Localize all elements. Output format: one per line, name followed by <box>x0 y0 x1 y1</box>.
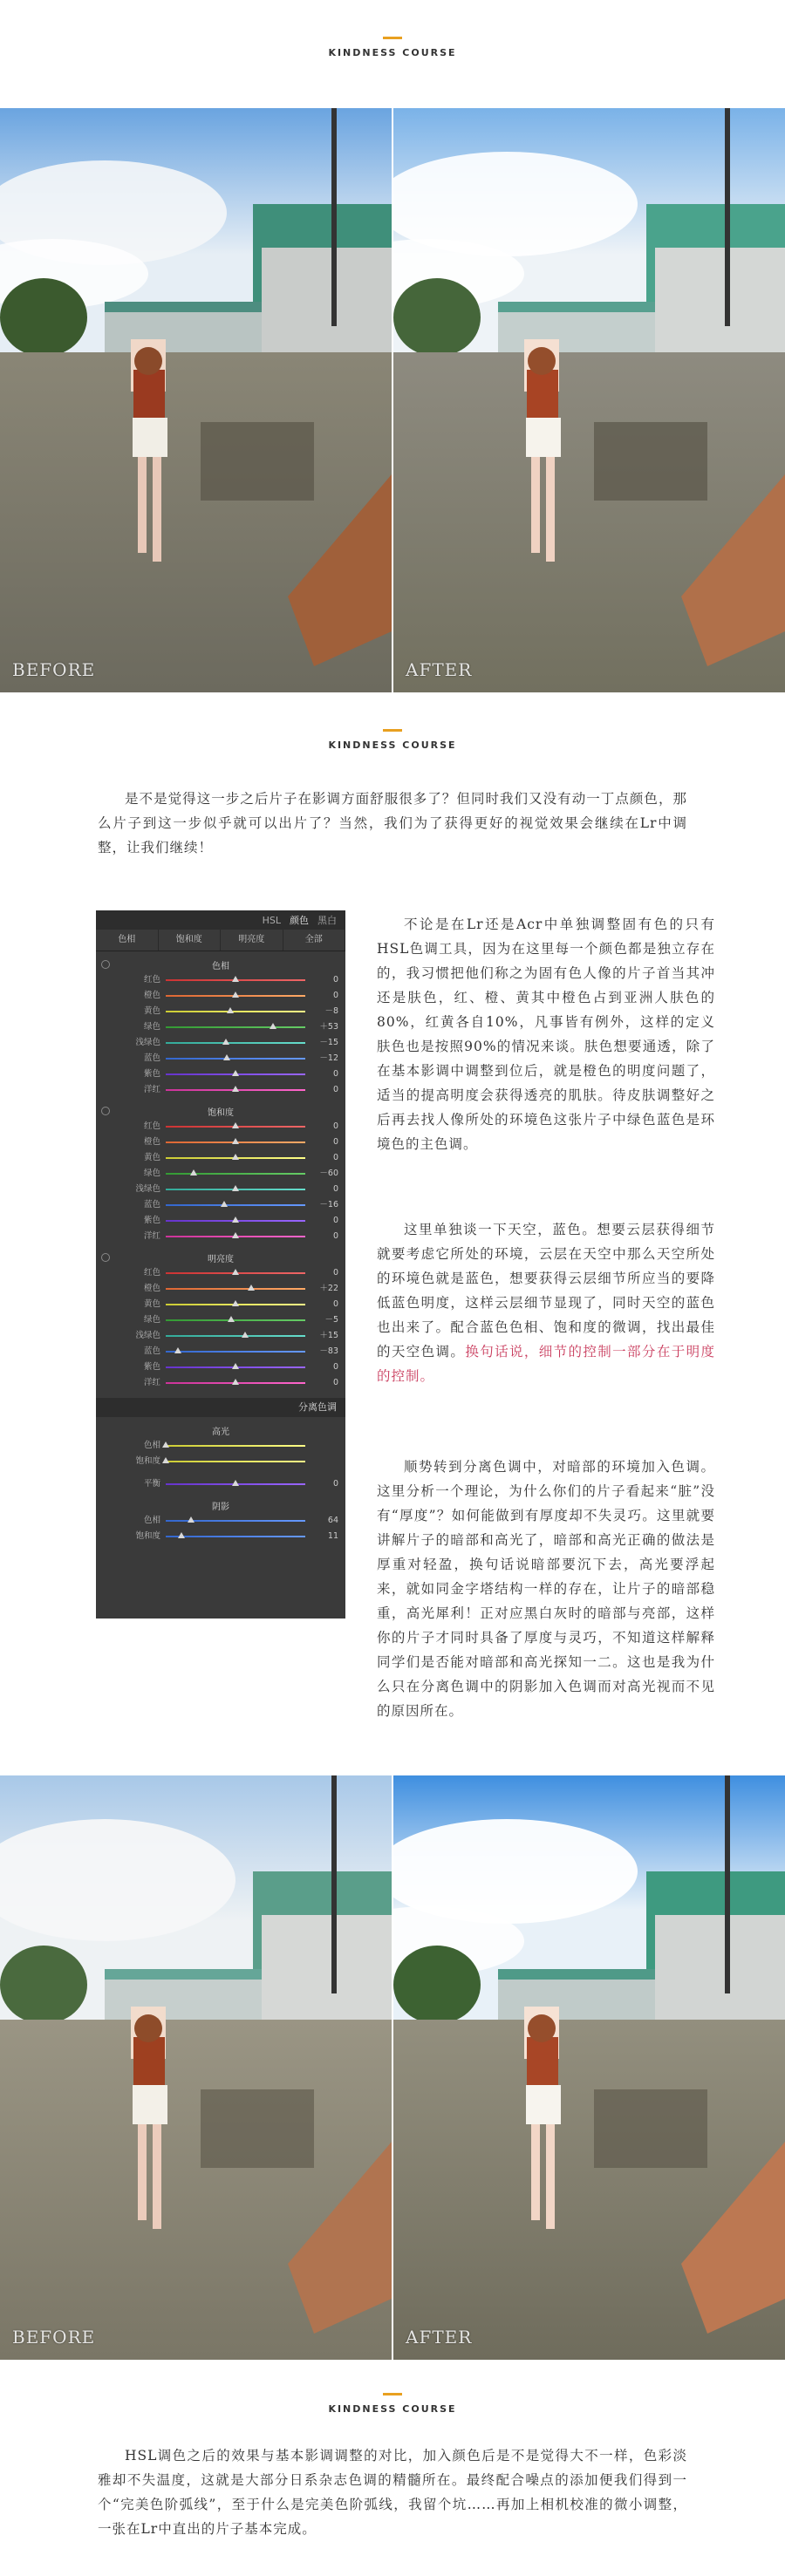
slider-track[interactable] <box>166 1304 305 1305</box>
tab-all[interactable]: 全部 <box>283 930 346 951</box>
slider-value: 0 <box>332 1184 338 1194</box>
slider-value: 0 <box>332 1231 338 1241</box>
slider-handle[interactable] <box>178 1532 185 1538</box>
slider-track[interactable] <box>166 1173 305 1175</box>
slider-row <box>96 1197 345 1213</box>
right-text-3: 顺势转到分离色调中，对暗部的环境加入色调。这里分析一个理论，为什么你们的片子看起来“脏”没有“厚度”？如何能做到有厚度却不失灵巧。这里就要讲解片子的暗部和高光了，暗部和高光正确的做法是厚重对轻盈，换句话说暗部要沉下去，高光要浮起来，就如同金字塔结构一样的存在，让片子的暗部稳重，高光犀利！正对应黑白灰时的暗部与亮部，这样你的片子才同时具备了厚度与灵巧，不知道这样解释同学们是否能对暗部和高光探知一二。这也是我为什么只在分离色调中的阴影加入色调而对高光视而不见的原因所在。 <box>377 1459 715 1719</box>
slider-track[interactable] <box>166 1157 305 1159</box>
slider-track[interactable] <box>166 1141 305 1143</box>
slider-value: 0 <box>332 1121 338 1131</box>
accent-bar <box>383 2393 402 2395</box>
slider-label: 饱和度 <box>135 1456 160 1466</box>
slider-row <box>96 1166 345 1182</box>
slider-track[interactable] <box>166 1089 305 1091</box>
accent-bar <box>383 37 402 39</box>
section-header <box>0 37 785 58</box>
group-title: 色相 <box>212 962 229 971</box>
slider-handle[interactable] <box>232 976 239 982</box>
slider-label: 平衡 <box>143 1479 160 1489</box>
slider-handle[interactable] <box>232 1379 239 1385</box>
slider-label: 橙色 <box>143 991 160 1000</box>
target-adjust-icon[interactable] <box>101 1107 110 1115</box>
tab-luminance[interactable]: 明亮度 <box>221 930 283 951</box>
slider-track[interactable] <box>166 1483 305 1485</box>
slider-groups <box>96 951 345 1391</box>
slider-label: 洋红 <box>143 1378 160 1387</box>
group-title: 明亮度 <box>208 1255 234 1264</box>
slider-row <box>96 1150 345 1166</box>
slider-track[interactable] <box>166 1536 305 1537</box>
after-label: AFTER <box>406 659 473 680</box>
slider-value: 0 <box>332 1362 338 1372</box>
slider-handle[interactable] <box>232 1232 239 1238</box>
slider-value: －60 <box>319 1169 338 1178</box>
slider-value: ＋15 <box>319 1331 338 1340</box>
slider-label: 黄色 <box>143 1006 160 1016</box>
slider-row <box>96 1360 345 1375</box>
slider-label: 色相 <box>143 1441 160 1450</box>
slider-row <box>96 1019 345 1035</box>
slider-handle[interactable] <box>232 1216 239 1223</box>
shadows-group <box>96 1492 345 1544</box>
target-adjust-icon[interactable] <box>101 1253 110 1262</box>
tab-saturation[interactable]: 饱和度 <box>159 930 222 951</box>
slider-value: 0 <box>332 1378 338 1387</box>
slider-row <box>96 1119 345 1135</box>
section-title: KINDNESS COURSE <box>328 739 457 751</box>
slider-track[interactable] <box>166 1220 305 1222</box>
slider-handle[interactable] <box>190 1169 197 1176</box>
slider-value: 0 <box>332 1268 338 1278</box>
slider-group <box>96 1098 345 1244</box>
slider-label: 橙色 <box>143 1137 160 1147</box>
slider-row <box>96 1476 345 1492</box>
slider-value: 0 <box>332 1069 338 1079</box>
slider-value: 0 <box>332 1085 338 1094</box>
tab-color[interactable]: 颜色 <box>290 915 309 926</box>
slider-label: 紫色 <box>143 1362 160 1372</box>
slider-handle[interactable] <box>232 1086 239 1092</box>
outro-paragraph <box>98 2443 687 2541</box>
slider-handle[interactable] <box>232 1300 239 1306</box>
hsl-panel <box>96 910 345 1619</box>
before-label: BEFORE <box>12 659 96 680</box>
right-text-2: 这里单独谈一下天空，蓝色。想要云层获得细节就要考虑它所处的环境，云层在天空中那么天空所处的环境色就是蓝色，想要获得云层细节所应当的要降低蓝色明度，这样云层细节显现了，同时天空的蓝色也出来了。配合蓝色色相、饱和度的微调，找出最佳的天空色调。 <box>377 1222 715 1360</box>
photo-before <box>0 108 392 692</box>
slider-track[interactable] <box>166 1319 305 1321</box>
slider-row <box>96 1051 345 1067</box>
slider-track[interactable] <box>166 1058 305 1060</box>
slider-row <box>96 1328 345 1344</box>
slider-handle[interactable] <box>232 1070 239 1076</box>
slider-label: 红色 <box>143 1268 160 1278</box>
photo-comparison-top <box>0 108 785 692</box>
photo-comparison-bottom <box>0 1775 785 2360</box>
slider-row <box>96 1004 345 1019</box>
slider-track[interactable] <box>166 1236 305 1237</box>
slider-handle[interactable] <box>222 1039 229 1045</box>
slider-label: 黄色 <box>143 1153 160 1162</box>
accent-bar <box>383 729 402 732</box>
slider-handle[interactable] <box>270 1023 276 1029</box>
before-label: BEFORE <box>12 2327 96 2348</box>
slider-row <box>96 1265 345 1281</box>
slider-track[interactable] <box>166 1520 305 1522</box>
target-adjust-icon[interactable] <box>101 960 110 969</box>
tab-hsl[interactable]: HSL <box>262 914 281 926</box>
slider-row <box>96 1213 345 1229</box>
slider-track[interactable] <box>166 1126 305 1128</box>
slider-row <box>96 1281 345 1297</box>
slider-group <box>96 951 345 1098</box>
slider-value: 0 <box>332 991 338 1000</box>
section-title: KINDNESS COURSE <box>328 2403 457 2415</box>
slider-track[interactable] <box>166 1366 305 1368</box>
slider-handle[interactable] <box>242 1332 249 1338</box>
slider-label: 红色 <box>143 1121 160 1131</box>
panel-top-bar <box>96 910 345 930</box>
slider-label: 浅绿色 <box>135 1331 160 1340</box>
slider-row <box>96 988 345 1004</box>
slider-track[interactable] <box>166 1189 305 1190</box>
slider-handle[interactable] <box>232 1480 239 1486</box>
slider-value: 0 <box>332 1479 338 1489</box>
highlight-text: 换句话说，细节的控制一部分在于明度的控制。 <box>377 1344 715 1384</box>
section-title: KINDNESS COURSE <box>328 47 457 58</box>
slider-handle[interactable] <box>228 1316 235 1322</box>
slider-value: －83 <box>319 1346 338 1356</box>
slider-value: ＋53 <box>319 1022 338 1032</box>
slider-track[interactable] <box>166 1026 305 1028</box>
slider-label: 绿色 <box>143 1169 160 1178</box>
intro-text: 是不是觉得这一步之后片子在影调方面舒服很多了？但同时我们又没有动一丁点颜色，那么片子到这一步似乎就可以出片了？当然，我们为了获得更好的视觉效果会继续在Lr中调整，让我们继续！ <box>98 791 687 855</box>
slider-row <box>96 1375 345 1391</box>
slider-handle[interactable] <box>162 1457 169 1463</box>
slider-label: 绿色 <box>143 1022 160 1032</box>
slider-row <box>96 1035 345 1051</box>
slider-row <box>96 1529 345 1544</box>
slider-value: 11 <box>327 1531 338 1541</box>
slider-value: 0 <box>332 1137 338 1147</box>
slider-track[interactable] <box>166 1042 305 1044</box>
slider-handle[interactable] <box>174 1347 181 1353</box>
slider-label: 洋红 <box>143 1085 160 1094</box>
slider-track[interactable] <box>166 1011 305 1012</box>
slider-track[interactable] <box>166 1204 305 1206</box>
shadows-title: 阴影 <box>212 1503 229 1512</box>
slider-value: 0 <box>332 975 338 985</box>
slider-handle[interactable] <box>232 1363 239 1369</box>
group-title: 饱和度 <box>208 1108 234 1118</box>
slider-handle[interactable] <box>232 992 239 998</box>
section-header <box>0 2393 785 2415</box>
slider-value: 0 <box>332 1153 338 1162</box>
tab-hue[interactable]: 色相 <box>96 930 159 951</box>
right-paragraph-2 <box>377 1217 715 1388</box>
slider-row <box>96 1135 345 1150</box>
slider-label: 浅绿色 <box>135 1184 160 1194</box>
slider-label: 紫色 <box>143 1216 160 1225</box>
slider-track[interactable] <box>166 1073 305 1075</box>
slider-label: 蓝色 <box>143 1053 160 1063</box>
slider-label: 红色 <box>143 975 160 985</box>
tab-bw[interactable]: 黑白 <box>317 915 337 926</box>
slider-label: 饱和度 <box>135 1531 160 1541</box>
slider-value: 0 <box>332 1216 338 1225</box>
slider-track[interactable] <box>166 1272 305 1274</box>
slider-label: 橙色 <box>143 1284 160 1293</box>
slider-handle[interactable] <box>221 1201 228 1207</box>
hsl-tabs <box>96 930 345 951</box>
slider-track[interactable] <box>166 1461 305 1462</box>
section-header <box>0 729 785 751</box>
slider-row <box>96 1312 345 1328</box>
slider-track[interactable] <box>166 995 305 997</box>
slider-row <box>96 1438 345 1454</box>
right-paragraph-3 <box>377 1455 715 1723</box>
slider-row <box>96 1082 345 1098</box>
slider-track[interactable] <box>166 1445 305 1447</box>
right-paragraph-1 <box>377 912 715 1156</box>
outro-text: HSL调色之后的效果与基本影调调整的对比，加入颜色后是不是觉得大不一样，色彩淡雅却不失温度，这就是大部分日系杂志色调的精髓所在。最终配合噪点的添加便我们得到一个“完美色阶弧线”，至于什么是完美色阶弧线，我留个坑……再加上相机校准的微小调整，一张在Lr中直出的片子基本完成。 <box>98 2448 687 2537</box>
slider-row <box>96 1067 345 1082</box>
slider-group <box>96 1244 345 1391</box>
slider-track[interactable] <box>166 1382 305 1384</box>
slider-track[interactable] <box>166 979 305 981</box>
slider-handle[interactable] <box>223 1054 230 1060</box>
slider-label: 黄色 <box>143 1299 160 1309</box>
highlights-title: 高光 <box>212 1428 229 1437</box>
after-label: AFTER <box>406 2327 473 2348</box>
slider-value: 64 <box>327 1516 338 1525</box>
slider-handle[interactable] <box>227 1007 234 1013</box>
slider-handle[interactable] <box>188 1516 195 1523</box>
slider-handle[interactable] <box>232 1138 239 1144</box>
slider-value: －15 <box>319 1038 338 1047</box>
slider-handle[interactable] <box>232 1122 239 1128</box>
slider-handle[interactable] <box>232 1185 239 1191</box>
slider-track[interactable] <box>166 1351 305 1353</box>
slider-row <box>96 972 345 988</box>
slider-value: －5 <box>324 1315 338 1325</box>
slider-value: －16 <box>319 1200 338 1210</box>
slider-row <box>96 1454 345 1469</box>
slider-value: －8 <box>324 1006 338 1016</box>
slider-label: 蓝色 <box>143 1200 160 1210</box>
slider-handle[interactable] <box>232 1269 239 1275</box>
slider-track[interactable] <box>166 1335 305 1337</box>
slider-label: 紫色 <box>143 1069 160 1079</box>
photo-after <box>393 1775 785 2360</box>
slider-handle[interactable] <box>232 1154 239 1160</box>
slider-row <box>96 1229 345 1244</box>
slider-value: ＋22 <box>319 1284 338 1293</box>
slider-value: －12 <box>319 1053 338 1063</box>
slider-handle[interactable] <box>248 1285 255 1291</box>
slider-label: 绿色 <box>143 1315 160 1325</box>
right-text-1: 不论是在Lr还是Acr中单独调整固有色的只有HSL色调工具，因为在这里每一个颜色都是独立存在的，我习惯把他们称之为固有色人像的片子首当其冲还是肤色，红、橙、黄其中橙色占到亚洲人肤色的80%，红黄各自10%，凡事皆有例外，这样的定义肤色也是按照90%的情况来谈。肤色想要通透，除了在基本影调中调整到位后，就是橙色的明度问题了，适当的提高明度会获得透亮的肌肤。待皮肤调整好之后再去找人像所处的环境色这张片子中绿色蓝色是环境色的主色调。 <box>377 917 715 1152</box>
slider-label: 蓝色 <box>143 1346 160 1356</box>
slider-label: 浅绿色 <box>135 1038 160 1047</box>
slider-label: 洋红 <box>143 1231 160 1241</box>
slider-label: 色相 <box>143 1516 160 1525</box>
slider-value: 0 <box>332 1299 338 1309</box>
slider-row <box>96 1182 345 1197</box>
highlights-group <box>96 1417 345 1492</box>
slider-track[interactable] <box>166 1288 305 1290</box>
photo-after <box>393 108 785 692</box>
split-toning-header[interactable]: 分离色调 <box>96 1398 345 1417</box>
slider-row <box>96 1513 345 1529</box>
photo-before <box>0 1775 392 2360</box>
slider-row <box>96 1344 345 1360</box>
intro-paragraph <box>98 787 687 860</box>
slider-handle[interactable] <box>162 1441 169 1448</box>
slider-row <box>96 1297 345 1312</box>
